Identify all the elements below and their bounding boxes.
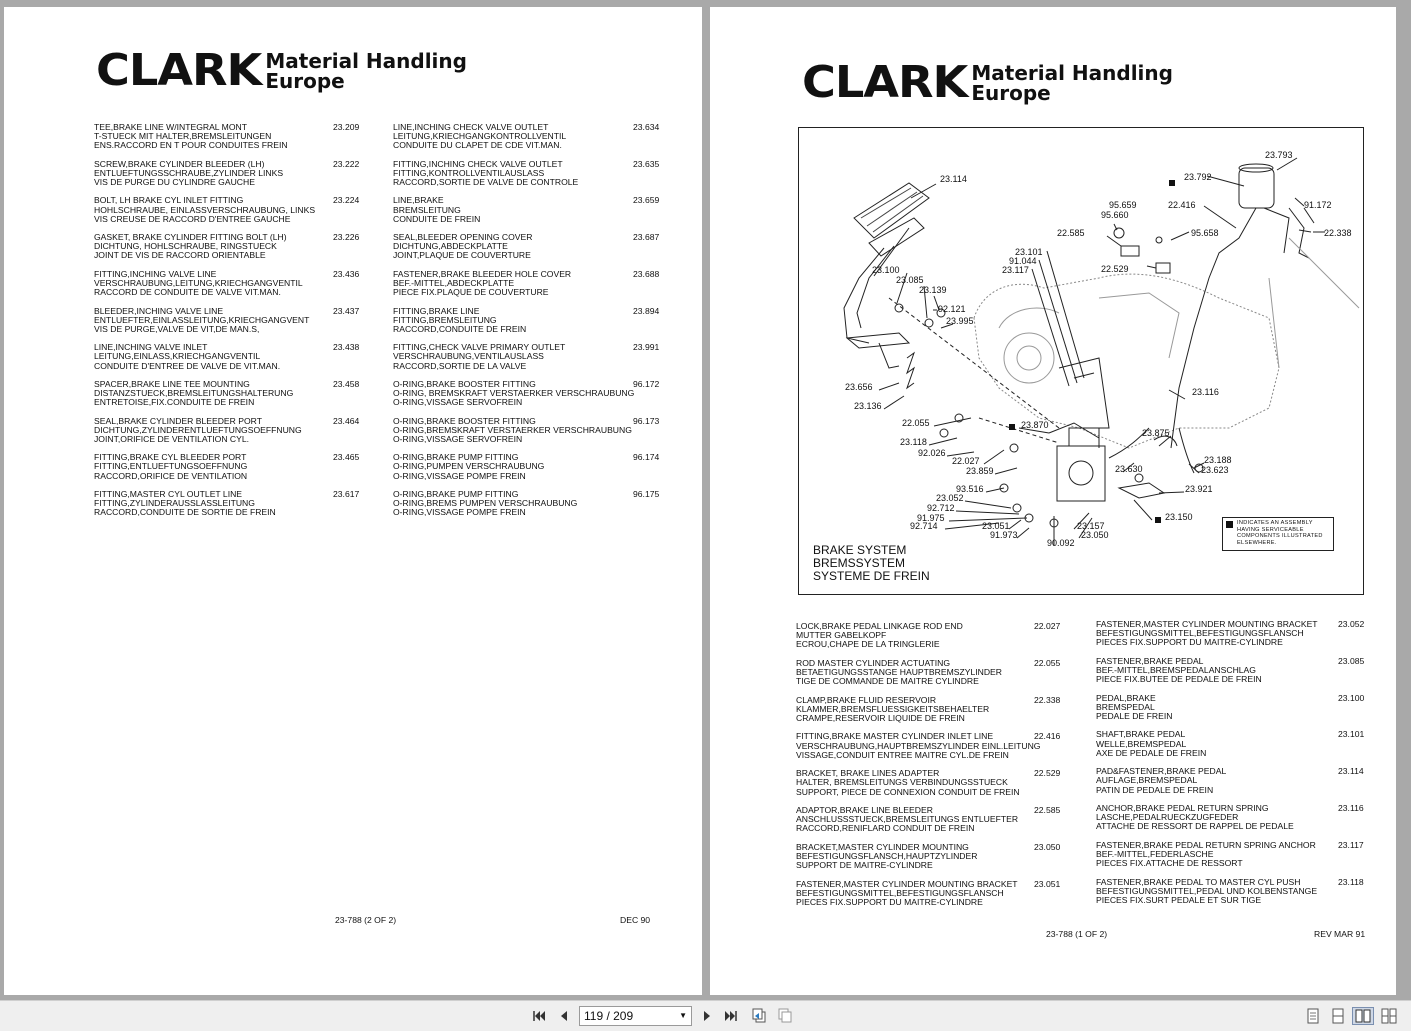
diagram-callout-label: 23.656 <box>845 382 873 392</box>
diagram-callout-label: 91.044 <box>1009 256 1037 266</box>
part-description-line: FITTING,ZYLINDERAUSSLASSLEITUNG <box>94 498 255 509</box>
part-description-line: BEFESTIGUNGSMITTEL,BEFESTIGUNGSFLANSCH <box>1096 628 1304 639</box>
part-description-line: HOHLSCHRAUBE, EINLASSVERSCHRAUBUNG, LINKS <box>94 204 316 215</box>
part-description-line: VIS DE PURGE,VALVE DE VIT,DE MAN.S, <box>94 323 260 334</box>
part-description-line: TEE,BRAKE LINE W/INTEGRAL MONT <box>94 122 247 132</box>
part-description-line: ENTLUEFTUNGSSCHRAUBE,ZYLINDER LINKS <box>94 167 284 178</box>
part-description <box>1096 804 1294 832</box>
diagram-callout-label: 92.714 <box>910 521 938 531</box>
diagram-callout-label: 23.136 <box>854 401 882 411</box>
part-number: 23.114 <box>1338 766 1364 777</box>
diagram-title-de: BREMSSYSTEM <box>813 556 906 570</box>
right-footer-code: 23-788 (1 OF 2) <box>1046 929 1108 939</box>
part-description-line: DICHTUNG,ZYLINDERENTLUEFTUNGSOEFFNUNG <box>94 424 302 435</box>
part-number: 96.175 <box>633 489 660 499</box>
part-description-line: FITTING,ENTLUEFTUNGSOEFFNUNG <box>94 461 248 472</box>
diagram-callout-label: 22.055 <box>902 418 930 428</box>
part-description <box>94 270 303 298</box>
left-parts-list <box>4 7 702 995</box>
part-description-line: PEDAL,BRAKE <box>1096 692 1156 703</box>
diagram-callout-label: 23.188 <box>1204 455 1232 465</box>
brand-line2: Europe <box>971 81 1051 105</box>
part-description-line: KLAMMER,BREMSFLUESSIGKEITSBEHAELTER <box>796 703 990 714</box>
part-number: 23.991 <box>633 342 660 353</box>
diagram-callout-label: 23.139 <box>919 285 947 295</box>
part-description-line: ENTRETOISE,FIX.CONDUITE DE FREIN <box>94 397 255 408</box>
part-description-line: ANCHOR,BRAKE PEDAL RETURN SPRING <box>1096 803 1269 813</box>
part-description-line: RACCORD,CONDUITE DE SORTIE DE FREIN <box>94 507 276 518</box>
page-number-select[interactable] <box>579 1006 692 1026</box>
part-number: 22.529 <box>1034 768 1061 779</box>
part-description <box>1096 767 1226 795</box>
part-description <box>796 732 1041 760</box>
part-description-line: LOCK,BRAKE PEDAL LINKAGE ROD END <box>796 621 963 631</box>
part-description-line: O-RING, BREMSKRAFT VERSTAERKER VERSCHRAUBUNG <box>393 388 635 399</box>
part-number: 23.688 <box>633 268 660 279</box>
part-description-line: RACCORD,CONDUITE DE FREIN <box>393 323 527 334</box>
part-description-line: O-RING,BRAKE BOOSTER FITTING <box>393 378 536 389</box>
part-description <box>94 307 309 335</box>
legend-line: INDICATES AN ASSEMBLY <box>1237 520 1313 526</box>
part-description-line: BLEEDER,INCHING VALVE LINE <box>94 305 224 316</box>
part-description-line: CLAMP,BRAKE FLUID RESERVOIR <box>796 694 937 705</box>
part-description-line: PEDALE DE FREIN <box>1096 710 1173 721</box>
part-description <box>393 196 480 224</box>
part-description-line: BEF.-MITTEL,FEDERLASCHE <box>1096 848 1214 859</box>
part-description-line: FITTING,BRAKE MASTER CYLINDER INLET LINE <box>796 731 994 742</box>
part-description <box>94 123 288 151</box>
part-description-line: O-RING,VISSAGE SERVOFREIN <box>393 397 523 408</box>
diagram-callout-label: 92.712 <box>927 503 955 513</box>
part-number: 23.100 <box>1338 692 1365 703</box>
diagram-callout-label: 23.118 <box>900 437 927 447</box>
part-description-line: SPACER,BRAKE LINE TEE MOUNTING <box>94 378 250 389</box>
part-description <box>796 769 1020 797</box>
part-description-line: O-RING,BRAKE PUMP FITTING <box>393 452 519 463</box>
part-description-line: RACCORD,RENIFLARD CONDUIT DE FREIN <box>796 823 975 834</box>
diagram-callout-label: 23.051 <box>982 521 1010 531</box>
part-description <box>393 123 566 151</box>
diagram-callout-label: 95.660 <box>1101 210 1129 220</box>
clark-wordmark: CLARK <box>802 57 968 108</box>
part-number: 23.634 <box>633 122 660 132</box>
part-description <box>94 343 280 371</box>
diagram-callout-label: 23.116 <box>1192 387 1219 397</box>
part-number: 23.635 <box>633 158 660 169</box>
part-description <box>796 880 1018 908</box>
part-description-line: SCREW,BRAKE CYLINDER BLEEDER (LH) <box>94 158 265 169</box>
part-description-line: LEITUNG,EINLASS,KRIECHGANGVENTIL <box>94 351 261 362</box>
right-parts-list <box>710 7 1396 995</box>
part-description-line: BOLT, LH BRAKE CYL INLET FITTING <box>94 195 244 206</box>
part-description-line: VISSAGE,CONDUIT ENTREE MAITRE CYL.DE FREIN <box>796 749 1009 760</box>
part-description-line: AXE DE PEDALE DE FREIN <box>1096 747 1207 758</box>
part-description <box>94 453 247 481</box>
part-description-line: BRACKET,MASTER CYLINDER MOUNTING <box>796 841 969 852</box>
right-footer-date: REV MAR 91 <box>1314 929 1366 939</box>
part-number: 23.659 <box>633 195 660 206</box>
part-description-line: FASTENER,BRAKE BLEEDER HOLE COVER <box>393 268 572 279</box>
diagram-callout-label: 92.026 <box>918 448 946 458</box>
brand-line1: Material Handling <box>265 49 467 73</box>
continuous-page-icon <box>1332 1008 1344 1024</box>
part-description-line: ENS.RACCORD EN T POUR CONDUITES FREIN <box>94 140 288 151</box>
part-description-line: FITTING,CHECK VALVE PRIMARY OUTLET <box>393 342 566 353</box>
continuous-view-button[interactable] <box>1329 1007 1347 1025</box>
part-description <box>393 453 544 481</box>
part-number: 23.687 <box>633 232 660 243</box>
go-forward-button[interactable] <box>776 1007 794 1025</box>
diagram-callout-label: 23.050 <box>1081 530 1109 540</box>
part-description-line: FITTING,INCHING VALVE LINE <box>94 268 217 279</box>
part-description-line: PIECES FIX.ATTACHE DE RESSORT <box>1096 858 1243 869</box>
part-number: 23.050 <box>1034 841 1061 852</box>
last-page-button[interactable] <box>722 1007 740 1025</box>
part-description <box>94 196 315 224</box>
part-description-line: VERSCHRAUBUNG,LEITUNG,KRIECHGANGVENTIL <box>94 277 303 288</box>
first-page-icon <box>532 1010 546 1022</box>
diagram-callout-label: 92.121 <box>938 304 966 314</box>
part-description <box>1096 841 1316 869</box>
diagram-callout-label: 95.659 <box>1109 200 1137 210</box>
part-number: 22.585 <box>1034 805 1061 815</box>
part-description-line: BEFESTIGUNGSFLANSCH,HAUPTZYLINDER <box>796 850 978 861</box>
part-description-line: DICHTUNG, HOHLSCHRAUBE, RINGSTUECK <box>94 241 277 252</box>
part-description <box>393 417 632 445</box>
part-number: 23.438 <box>333 342 360 353</box>
diagram-callout-label: 91.172 <box>1304 200 1332 210</box>
diagram-callout-label: 23.114 <box>940 174 967 184</box>
part-description <box>393 380 634 408</box>
part-description-line: FASTENER,BRAKE PEDAL <box>1096 655 1204 666</box>
part-description-line: ATTACHE DE RESSORT DE RAPPEL DE PEDALE <box>1096 821 1294 832</box>
diagram-callout-label: 22.529 <box>1101 264 1129 274</box>
part-description-line: PIECE FIX.PLAQUE DE COUVERTURE <box>393 287 549 298</box>
diagram-callout-label: 22.027 <box>952 456 980 466</box>
part-description <box>1096 878 1317 906</box>
part-description-line: FITTING,BRAKE LINE <box>393 305 480 316</box>
part-description <box>393 233 532 261</box>
diagram-callout-label: 91.973 <box>990 530 1018 540</box>
part-number: 23.116 <box>1338 803 1364 813</box>
part-description-line: PAD&FASTENER,BRAKE PEDAL <box>1096 766 1227 777</box>
diagram-callout-label: 23.157 <box>1077 521 1105 531</box>
diagram-callout-label: 95.658 <box>1191 228 1219 238</box>
part-number: 22.338 <box>1034 694 1061 705</box>
part-description <box>1096 730 1206 758</box>
part-description <box>94 490 276 518</box>
diagram-callout-label: 23.630 <box>1115 464 1143 474</box>
part-number: 23.101 <box>1338 729 1365 740</box>
diagram-callout-label: 23.150 <box>1165 512 1193 522</box>
part-description-line: BREMSLEITUNG <box>393 204 461 215</box>
part-description-line: ECROU,CHAPE DE LA TRINGLERIE <box>796 639 940 650</box>
part-description-line: SEAL,BLEEDER OPENING COVER <box>393 232 533 243</box>
part-description-line: SUPPORT, PIECE DE CONNEXION CONDUIT DE FREIN <box>796 786 1020 797</box>
single-page-view-button[interactable] <box>1304 1007 1322 1025</box>
continuous-facing-icon <box>1381 1008 1397 1024</box>
diagram-callout-label: 22.338 <box>1324 228 1352 238</box>
left-footer-code: 23-788 (2 OF 2) <box>335 915 397 925</box>
continuous-facing-view-button[interactable] <box>1380 1007 1398 1025</box>
diagram-callout-label: 23.085 <box>896 275 924 285</box>
part-number: 23.085 <box>1338 655 1365 666</box>
diagram-callout-label: 23.117 <box>1002 265 1029 275</box>
part-description <box>796 622 963 650</box>
viewer-toolbar <box>0 1000 1411 1031</box>
part-description-line: PIECES FIX.SUPPORT DU MAITRE-CYLINDRE <box>796 896 983 907</box>
part-number: 23.464 <box>333 415 360 426</box>
part-description-line: O-RING,BREMS PUMPEN VERSCHRAUBUNG <box>393 498 578 509</box>
next-page-button[interactable] <box>698 1007 716 1025</box>
clark-wordmark: CLARK <box>96 45 262 96</box>
part-description-line: DICHTUNG,ABDECKPLATTE <box>393 241 508 252</box>
part-description-line: LASCHE,PEDALRUECKZUGFEDER <box>1096 812 1239 823</box>
part-number: 23.226 <box>333 232 360 243</box>
last-page-icon <box>724 1010 738 1022</box>
part-number: 22.055 <box>1034 657 1061 668</box>
part-number: 23.437 <box>333 305 360 316</box>
part-description-line: O-RING,BREMSKRAFT VERSTAERKER VERSCHRAUBUNG <box>393 424 632 435</box>
diagram-callout-label: 22.416 <box>1168 200 1196 210</box>
part-description <box>393 307 526 335</box>
part-description-line: BREMSPEDAL <box>1096 701 1155 712</box>
diagram-callout-label: 23.995 <box>946 316 974 326</box>
diagram-callout-label: 23.792 <box>1184 172 1212 182</box>
part-description <box>796 843 977 871</box>
page-indicator: 119 / 209 <box>584 1009 634 1023</box>
part-description-line: RACCORD,ORIFICE DE VENTILATION <box>94 470 248 481</box>
part-number: 23.222 <box>333 158 360 169</box>
part-description-line: BRACKET, BRAKE LINES ADAPTER <box>796 768 940 779</box>
legend-line: ELSEWHERE. <box>1237 539 1277 546</box>
part-description-line: PIECES FIX.SUPPORT DU MAITRE-CYLINDRE <box>1096 637 1283 648</box>
part-description-line: LINE,BRAKE <box>393 195 444 206</box>
next-page-icon <box>702 1010 712 1022</box>
part-description-line: O-RING,BRAKE BOOSTER FITTING <box>393 415 536 426</box>
diagram-callout-label: 23.052 <box>936 493 964 503</box>
diagram-callout-label: 93.516 <box>956 484 984 494</box>
part-description-line: FASTENER,BRAKE PEDAL TO MASTER CYL PUSH <box>1096 876 1301 887</box>
part-description-line: O-RING,PUMPEN VERSCHRAUBUNG <box>393 461 545 472</box>
part-number: 23.617 <box>333 489 360 499</box>
first-page-button[interactable] <box>530 1007 548 1025</box>
part-description-line: LEITUNG,KRIECHGANGKONTROLLVENTIL <box>393 131 567 142</box>
part-description-line: BETAETIGUNGSSTANGE HAUPTBREMSZYLINDER <box>796 666 1002 677</box>
part-description-line: VIS CREUSE DE RACCORD D'ENTREE GAUCHE <box>94 213 291 224</box>
part-number: 23.458 <box>333 378 360 389</box>
part-description-line: FITTING,BREMSLEITUNG <box>393 314 497 325</box>
part-description-line: RACCORD DE CONDUITE DE VALVE VIT.MAN. <box>94 287 281 298</box>
part-description <box>393 270 571 298</box>
part-number: 23.117 <box>1338 839 1364 850</box>
part-number: 96.172 <box>633 378 660 389</box>
part-description <box>94 233 287 261</box>
part-description <box>94 160 283 188</box>
part-number: 23.052 <box>1338 619 1365 629</box>
part-description-line: BEF.-MITTEL,ABDECKPLATTE <box>393 277 515 288</box>
diagram-title-en: BRAKE SYSTEM <box>813 543 907 557</box>
part-number: 22.027 <box>1034 621 1061 631</box>
part-description <box>393 160 578 188</box>
part-description-line: FITTING,MASTER CYL OUTLET LINE <box>94 489 243 499</box>
diagram-callout-label: 23.100 <box>872 265 900 275</box>
part-description-line: ENTLUEFTER,EINLASSLEITUNG,KRIECHGANGVENT <box>94 314 310 325</box>
part-description <box>94 380 293 408</box>
right-page <box>710 7 1396 995</box>
part-description-line: ROD MASTER CYLINDER ACTUATING <box>796 657 951 668</box>
part-description-line: JOINT,PLAQUE DE COUVERTURE <box>393 250 531 261</box>
part-description <box>393 343 565 371</box>
part-description <box>796 696 989 724</box>
part-description-line: TIGE DE COMMANDE DE MAITRE CYLINDRE <box>796 676 979 687</box>
part-description-line: RACCORD,SORTIE DE VALVE DE CONTROLE <box>393 177 579 188</box>
part-description-line: HALTER, BREMSLEITUNGS VERBINDUNGSSTUECK <box>796 777 1008 788</box>
part-description-line: PIECE FIX.BUTEE DE PEDALE DE FREIN <box>1096 674 1262 685</box>
part-description-line: CONDUITE DU CLAPET DE CDE VIT.MAN. <box>393 140 562 151</box>
facing-pages-icon <box>1355 1009 1371 1023</box>
left-footer-date: DEC 90 <box>620 915 651 925</box>
brand-line2: Europe <box>265 69 345 93</box>
part-number: 23.894 <box>633 305 660 316</box>
diagram-callout-label: 23.101 <box>1015 247 1043 257</box>
part-description <box>94 417 302 445</box>
diagram-callout-label: 90.092 <box>1047 538 1075 548</box>
part-description-line: AUFLAGE,BREMSPEDAL <box>1096 775 1198 786</box>
part-description-line: PATIN DE PEDALE DE FREIN <box>1096 784 1214 795</box>
part-description-line: FASTENER,MASTER CYLINDER MOUNTING BRACKET <box>796 878 1018 889</box>
diagram-callout-label: 23.793 <box>1265 150 1293 160</box>
part-number: 23.051 <box>1034 878 1061 889</box>
part-description-line: O-RING,VISSAGE POMPE FREIN <box>393 507 526 518</box>
diagram-callout-label: 91.975 <box>917 513 945 523</box>
diagram-callout-label: 23.859 <box>966 466 994 476</box>
part-description-line: JOINT,ORIFICE DE VENTILATION CYL. <box>94 433 250 444</box>
part-description-line: O-RING,VISSAGE SERVOFREIN <box>393 433 523 444</box>
part-number: 96.173 <box>633 415 660 426</box>
part-number: 23.118 <box>1338 876 1364 887</box>
diagram-callout-label: 23.623 <box>1201 465 1229 475</box>
part-description-line: LINE,INCHING CHECK VALVE OUTLET <box>393 122 549 132</box>
part-description-line: O-RING,BRAKE PUMP FITTING <box>393 489 519 499</box>
go-forward-icon <box>777 1008 793 1024</box>
diagram-callout-label: 23.921 <box>1185 484 1213 494</box>
part-description-line: FITTING,INCHING CHECK VALVE OUTLET <box>393 158 563 169</box>
facing-view-button[interactable] <box>1352 1007 1374 1025</box>
part-description-line: RACCORD,SORTIE DE LA VALVE <box>393 360 527 371</box>
go-back-icon <box>751 1008 767 1024</box>
part-description-line: SUPPORT DE MAITRE-CYLINDRE <box>796 860 933 871</box>
part-description <box>1096 620 1318 648</box>
part-description-line: DISTANZSTUECK,BREMSLEITUNGSHALTERUNG <box>94 388 294 399</box>
part-description-line: WELLE,BREMSPEDAL <box>1096 738 1187 749</box>
part-number: 23.224 <box>333 195 360 206</box>
brand-line1: Material Handling <box>971 61 1173 85</box>
previous-page-icon <box>559 1010 569 1022</box>
diagram-callout-label: 22.585 <box>1057 228 1085 238</box>
single-page-icon <box>1307 1008 1319 1024</box>
go-back-button[interactable] <box>750 1007 768 1025</box>
part-description-line: CRAMPE,RESERVOIR LIQUIDE DE FREIN <box>796 712 965 723</box>
part-description-line: VIS DE PURGE DU CYLINDRE GAUCHE <box>94 177 255 188</box>
part-description-line: CONDUITE D'ENTREE DE VALVE DE VIT.MAN. <box>94 360 281 371</box>
legend-line: HAVING SERVICEABLE <box>1237 526 1304 533</box>
part-description <box>1096 657 1262 685</box>
previous-page-button[interactable] <box>555 1007 573 1025</box>
part-description-line: BEFESTIGUNGSMITTEL,PEDAL UND KOLBENSTANGE <box>1096 885 1318 896</box>
part-description-line: ADAPTOR,BRAKE LINE BLEEDER <box>796 805 933 815</box>
left-page <box>4 7 702 995</box>
part-description-line: O-RING,VISSAGE POMPE FREIN <box>393 470 526 481</box>
part-description-line: FASTENER,MASTER CYLINDER MOUNTING BRACKET <box>1096 619 1318 629</box>
part-description-line: SEAL,BRAKE CYLINDER BLEEDER PORT <box>94 415 262 426</box>
part-description-line: VERSCHRAUBUNG,VENTILAUSLASS <box>393 351 544 362</box>
part-description <box>1096 694 1172 722</box>
part-description <box>796 806 1018 834</box>
part-description-line: FITTING,KONTROLLVENTILAUSLASS <box>393 167 545 178</box>
part-description-line: PIECES FIX.SURT PEDALE ET SUR TIGE <box>1096 894 1262 905</box>
part-description-line: MUTTER GABELKOPF <box>796 630 887 641</box>
legend-line: COMPONENTS ILLUSTRATED <box>1237 533 1323 540</box>
diagram-callout-label: 23.875 <box>1142 428 1170 438</box>
part-number: 22.416 <box>1034 731 1061 742</box>
part-number: 96.174 <box>633 452 660 463</box>
part-description-line: VERSCHRAUBUNG,HAUPTBREMSZYLINDER EINL.LEITUNG <box>796 740 1041 751</box>
part-description-line: GASKET, BRAKE CYLINDER FITTING BOLT (LH) <box>94 232 287 243</box>
part-description-line: T-STUECK MIT HALTER,BREMSLEITUNGEN <box>94 131 272 142</box>
part-description-line: FITTING,BRAKE CYL BLEEDER PORT <box>94 452 247 463</box>
part-number: 23.465 <box>333 452 360 463</box>
part-description-line: LINE,INCHING VALVE INLET <box>94 342 208 353</box>
part-description-line: FASTENER,BRAKE PEDAL RETURN SPRING ANCHOR <box>1096 839 1316 850</box>
chevron-down-icon: ▼ <box>679 1011 687 1020</box>
part-description <box>796 659 1002 687</box>
part-description-line: CONDUITE DE FREIN <box>393 213 481 224</box>
part-description-line: BEF.-MITTEL,BREMSPEDALANSCHLAG <box>1096 664 1256 675</box>
part-description-line: SHAFT,BRAKE PEDAL <box>1096 729 1186 740</box>
diagram-callout-label: 23.870 <box>1021 420 1049 430</box>
diagram-title-fr: SYSTEME DE FREIN <box>813 569 930 583</box>
part-description-line: JOINT DE VIS DE RACCORD ORIENTABLE <box>94 250 266 261</box>
part-number: 23.436 <box>333 268 360 279</box>
part-description <box>393 490 577 518</box>
part-description-line: ANSCHLUSSSTUECK,BREMSLEITUNGS ENTLUEFTER <box>796 814 1019 825</box>
part-description-line: BEFESTIGUNGSMITTEL,BEFESTIGUNGSFLANSCH <box>796 887 1004 898</box>
part-number: 23.209 <box>333 122 360 132</box>
